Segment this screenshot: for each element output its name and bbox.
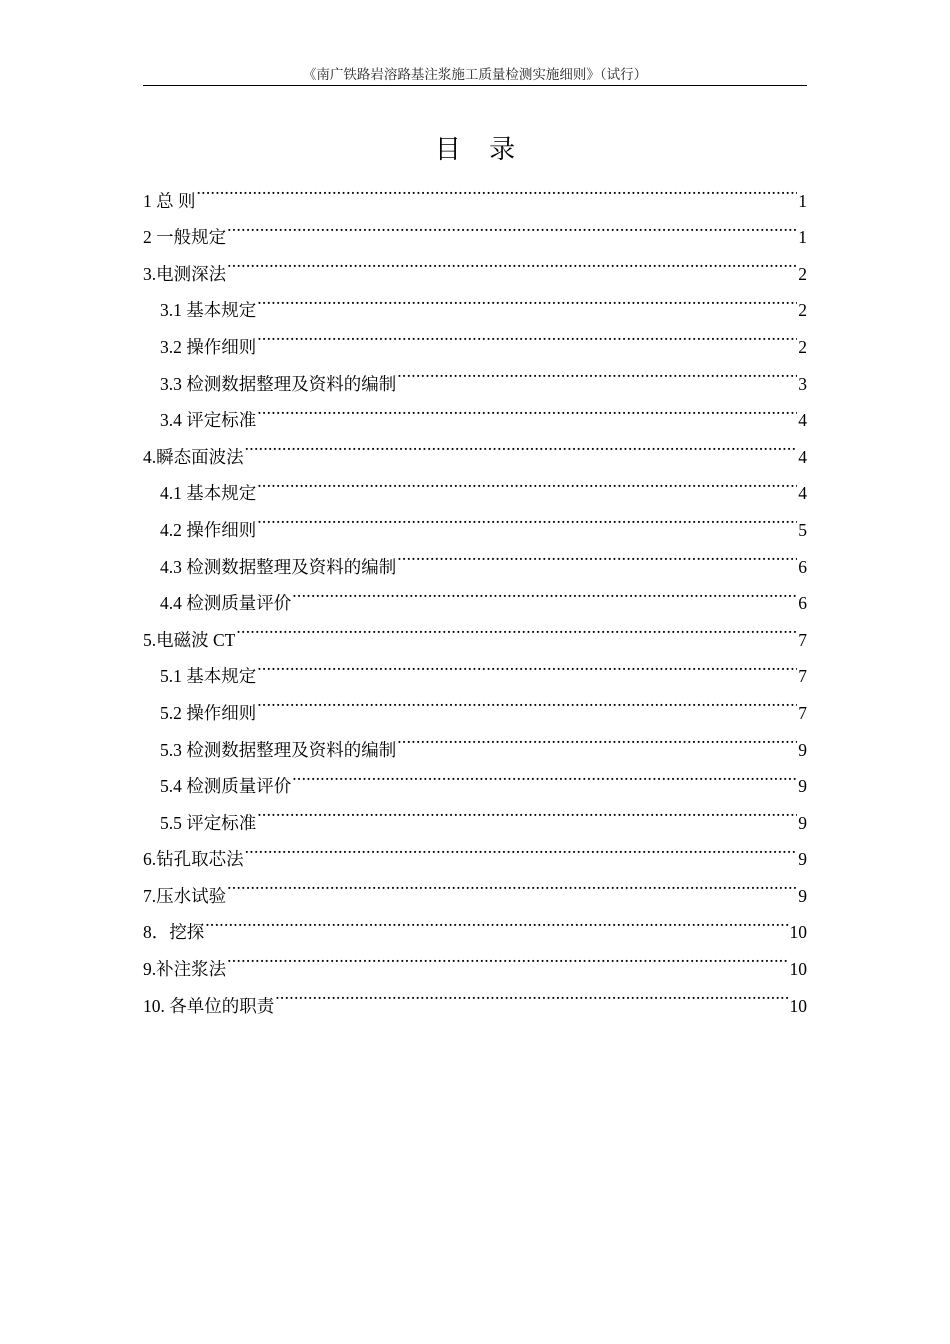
toc-dot-leader	[292, 573, 797, 610]
toc-dot-leader	[257, 682, 797, 719]
toc-entry-label: 5.2 操作细则	[160, 702, 257, 723]
toc-dot-leader	[245, 426, 798, 463]
toc-dot-leader	[257, 499, 797, 536]
toc-entry-label: 3.2 操作细则	[160, 336, 257, 357]
toc-page-number: 3	[798, 373, 807, 394]
toc-dot-leader	[257, 792, 797, 829]
toc-page-number: 1	[798, 227, 807, 248]
running-header: 《南广铁路岩溶路基注浆施工质量检测实施细则》（试行）	[302, 67, 648, 82]
toc-page-number: 9	[798, 849, 807, 870]
toc-page-number: 9	[798, 776, 807, 797]
toc-entry-label: 4.1 基本规定	[160, 483, 257, 504]
toc-page-number: 5	[798, 519, 807, 540]
toc-title: 目 录	[434, 135, 526, 165]
toc-dot-leader	[257, 280, 797, 317]
toc-page-number: 1	[798, 190, 807, 211]
toc-entry-label: 5.4 检测质量评价	[160, 776, 292, 797]
toc-page-number: 7	[798, 629, 807, 650]
toc-dot-leader	[245, 829, 798, 866]
toc-dot-leader	[257, 390, 797, 427]
toc-entry-label: 7.压水试验	[143, 885, 227, 906]
toc-entry-label: 3.电测深法	[143, 263, 227, 284]
toc-dot-leader	[397, 719, 797, 756]
toc-page-number: 9	[798, 739, 807, 760]
toc-dot-leader	[205, 902, 788, 939]
toc-page-number: 9	[798, 885, 807, 906]
toc-dot-leader	[397, 353, 797, 390]
toc-dot-leader	[257, 316, 797, 353]
toc-page-number: 7	[798, 702, 807, 723]
toc-page-number: 10	[789, 922, 807, 943]
toc-page-number: 4	[798, 483, 807, 504]
toc-entry-label: 8．挖探	[143, 922, 205, 943]
toc-entry-label: 3.3 检测数据整理及资料的编制	[160, 373, 397, 394]
toc-entry[interactable]	[143, 243, 807, 284]
toc-dot-leader	[236, 609, 797, 646]
toc-entry-label: 4.3 检测数据整理及资料的编制	[160, 556, 397, 577]
toc-entry-label: 5.3 检测数据整理及资料的编制	[160, 739, 397, 760]
toc-entry-label: 3.1 基本规定	[160, 300, 257, 321]
toc-entry[interactable]	[143, 902, 807, 943]
toc-dot-leader	[397, 536, 797, 573]
table-of-contents	[143, 170, 807, 1016]
toc-page-number: 2	[798, 300, 807, 321]
toc-page-number: 10	[789, 995, 807, 1016]
toc-entry[interactable]	[143, 170, 807, 211]
toc-entry[interactable]	[143, 938, 807, 980]
toc-dot-leader	[257, 463, 797, 500]
toc-entry[interactable]	[143, 609, 807, 650]
toc-page-number: 2	[798, 336, 807, 357]
toc-dot-leader	[227, 243, 797, 280]
toc-entry-label: 4.2 操作细则	[160, 519, 257, 540]
toc-entry[interactable]	[143, 280, 807, 321]
toc-entry-label: 9.补注浆法	[143, 959, 227, 980]
toc-entry-label: 5.电磁波 CT	[143, 629, 236, 650]
toc-dot-leader	[292, 756, 797, 793]
toc-entry-label: 4.4 检测质量评价	[160, 593, 292, 614]
toc-dot-leader	[227, 938, 788, 975]
toc-entry[interactable]	[143, 975, 807, 1016]
toc-entry[interactable]	[143, 646, 807, 687]
toc-entry-label: 1 总 则	[143, 190, 196, 211]
toc-entry-label: 4.瞬态面波法	[143, 446, 244, 467]
toc-entry-label: 5.1 基本规定	[160, 666, 257, 687]
toc-dot-leader	[257, 646, 797, 683]
toc-page-number: 10	[789, 959, 807, 980]
toc-entry[interactable]	[143, 207, 807, 248]
toc-page-number: 7	[798, 666, 807, 687]
toc-entry-label: 6.钻孔取芯法	[143, 849, 244, 870]
header-rule	[143, 85, 807, 86]
toc-entry-label: 2 一般规定	[143, 227, 227, 248]
toc-entry[interactable]	[143, 865, 807, 906]
toc-entry-label: 5.5 评定标准	[160, 812, 257, 833]
toc-page-number: 4	[798, 410, 807, 431]
toc-page-number: 4	[798, 446, 807, 467]
toc-page-number: 6	[798, 556, 807, 577]
toc-page-number: 6	[798, 593, 807, 614]
toc-dot-leader	[197, 170, 798, 207]
toc-page-number: 2	[798, 263, 807, 284]
toc-dot-leader	[275, 975, 788, 1012]
toc-entry-label: 3.4 评定标准	[160, 410, 257, 431]
toc-entry-label: 10. 各单位的职责	[143, 995, 275, 1016]
toc-dot-leader	[227, 207, 797, 244]
toc-page-number: 9	[798, 812, 807, 833]
toc-dot-leader	[227, 865, 797, 902]
